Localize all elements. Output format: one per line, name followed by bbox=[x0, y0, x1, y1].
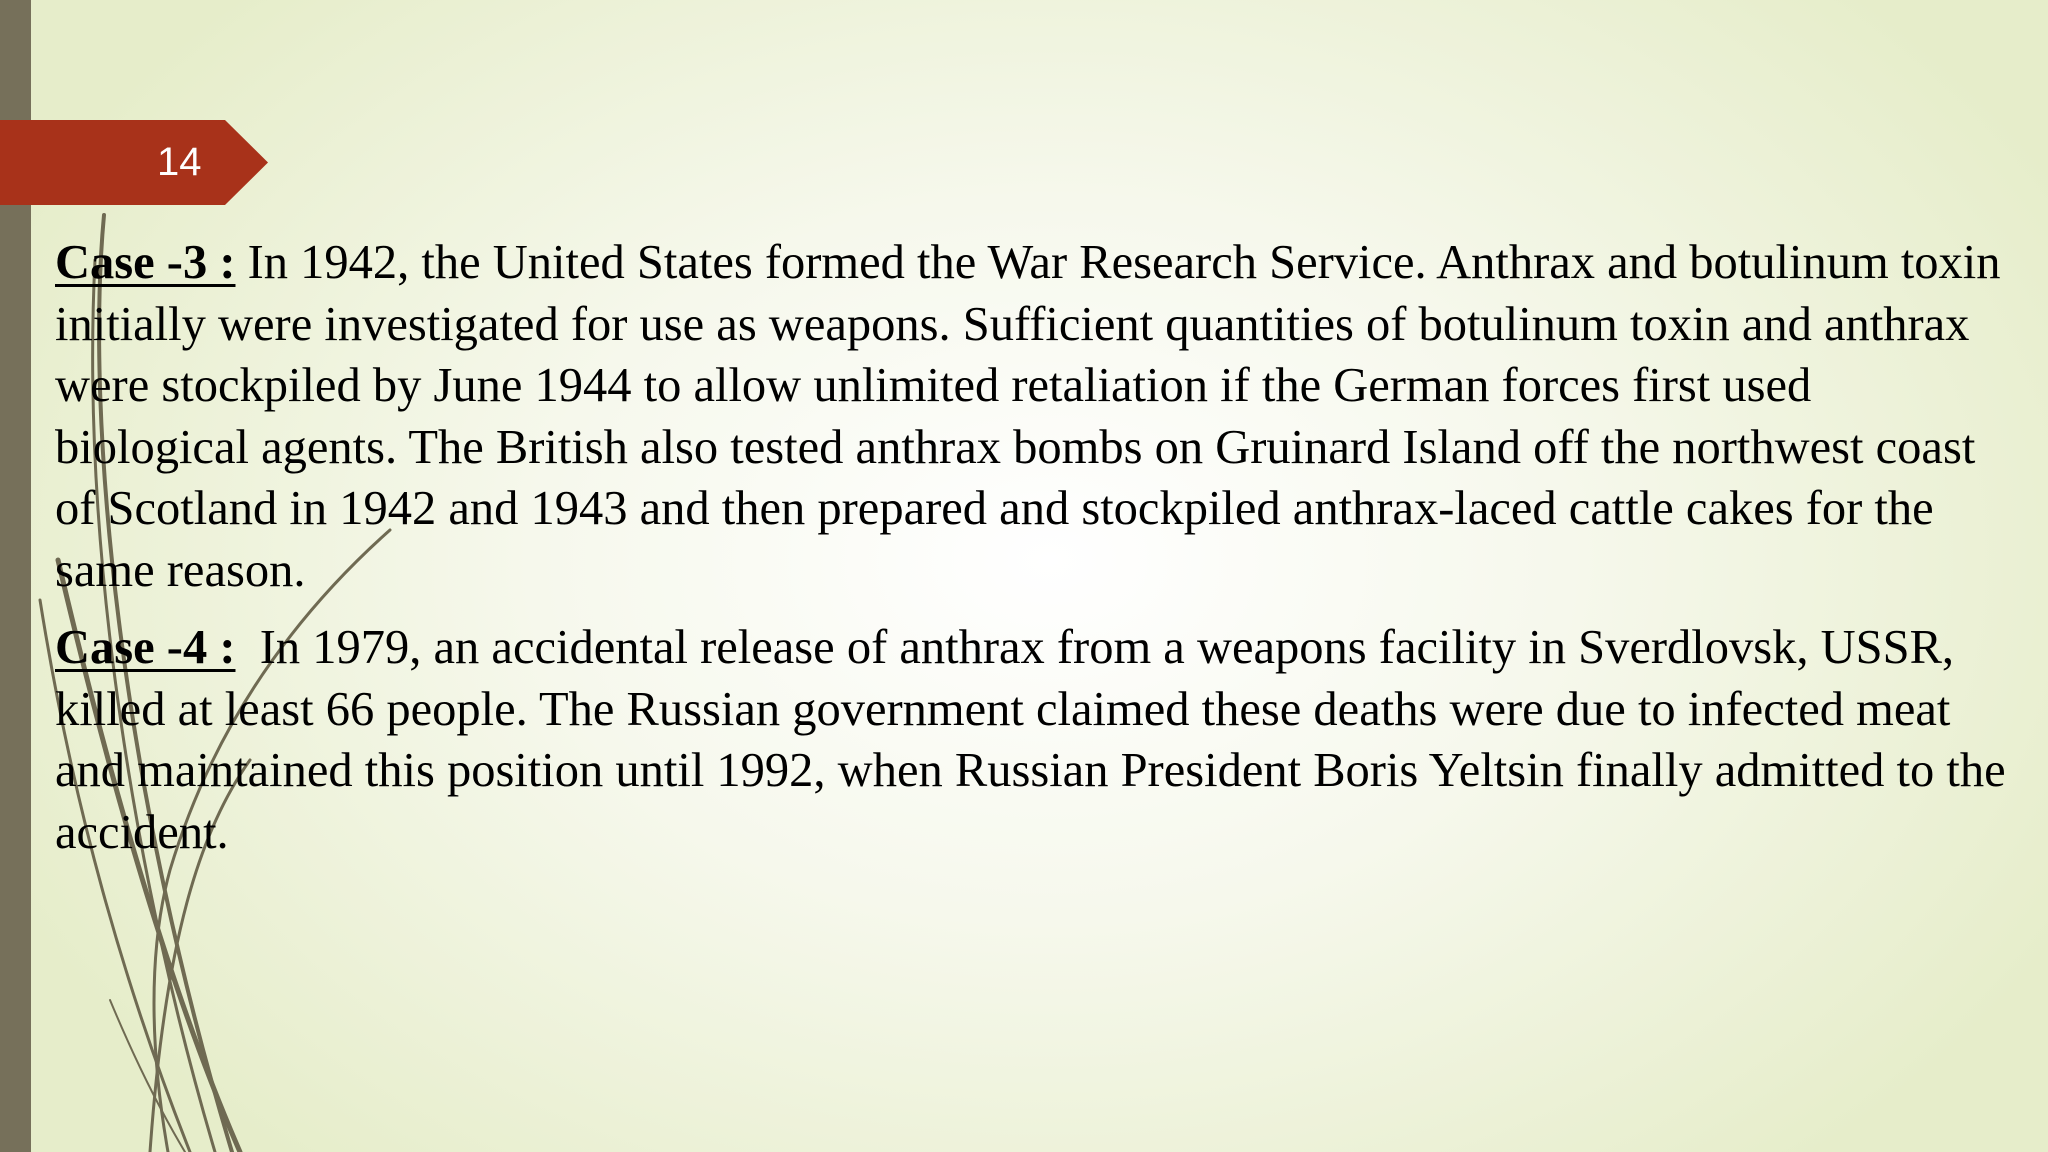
slide-body bbox=[55, 232, 2018, 879]
case-3-text: In 1942, the United States formed the War Research Service. Anthrax and botulinum toxin initially were investigated for use as weapons. Sufficient quantities of botulinum toxin and anthrax were stockpiled by June 1944 to allow unlimited retaliation if the German forces first used biological agents. The British also tested anthrax bombs on Gruinard Island off the northwest coast of Scotland in 1942 and 1943 and then prepared and stockpiled anthrax-laced cattle cakes for the same reason. bbox=[55, 236, 2001, 597]
case-3-label: Case -3 : bbox=[55, 236, 236, 289]
case-4-label: Case -4 : bbox=[55, 621, 236, 674]
case-4-paragraph bbox=[55, 617, 2018, 863]
case-3-paragraph bbox=[55, 232, 2015, 601]
case-4-text: In 1979, an accidental release of anthrax from a weapons facility in Sverdlovsk, USSR, killed at least 66 people. The Russian government claimed these deaths were due to infected meat and maintained this position until 1992, when Russian President Boris Yeltsin finally admitted to the accident. bbox=[55, 621, 2018, 859]
slide-number: 14 bbox=[157, 140, 202, 184]
slide-number-tab bbox=[0, 120, 268, 205]
